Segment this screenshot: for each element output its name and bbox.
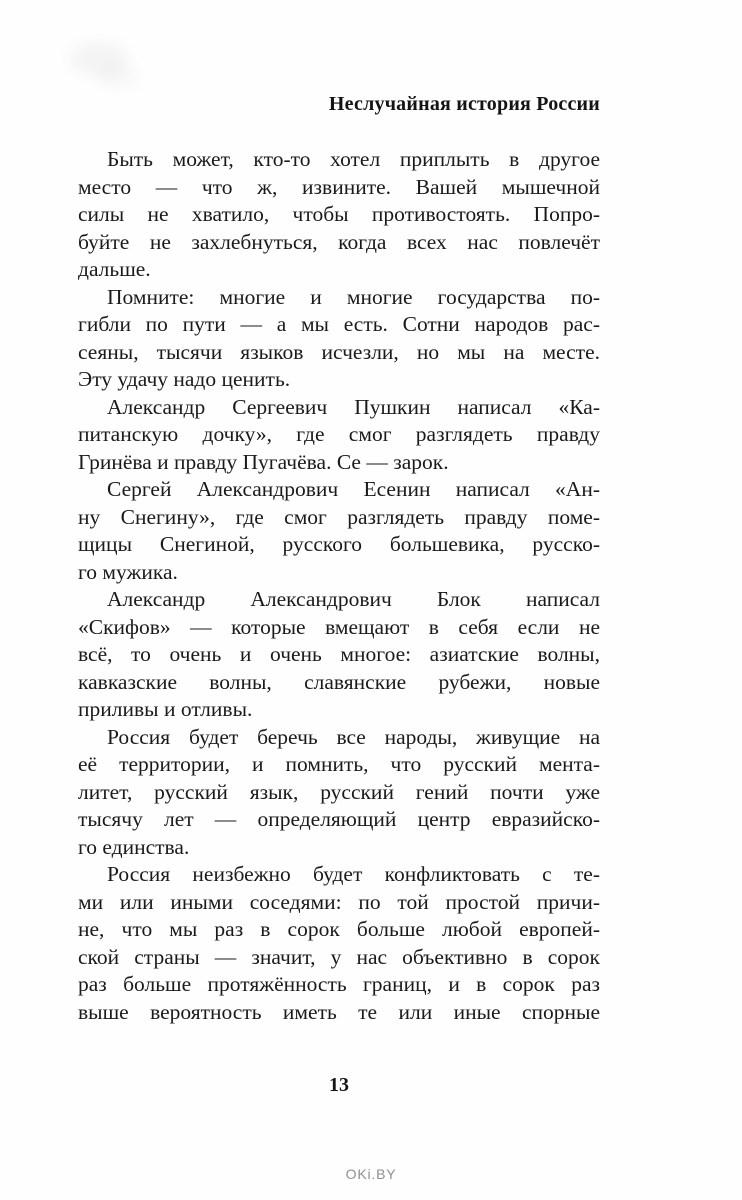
text-line: всё, то очень и очень многое: азиатские волны, xyxy=(78,642,600,666)
text-line: Россия неизбежно будет конфликтовать с те- xyxy=(107,862,600,886)
text-line: тысячу лет — определяющий центр евразийско- xyxy=(78,807,600,831)
text-line: ской страны — значит, у нас объективно в сорок xyxy=(78,944,600,969)
text-line: Сергей Александрович Есенин написал «Ан- xyxy=(107,477,600,501)
text-line: щицы Снегиной, русского большевика, русско- xyxy=(78,532,600,556)
text-line: Россия будет беречь все народы, живущие на xyxy=(107,724,600,749)
text-line: кавказские волны, славянские рубежи, новые xyxy=(78,669,600,694)
text-line: приливы и отливы. xyxy=(78,697,253,721)
paragraph xyxy=(78,394,600,477)
paragraph xyxy=(78,586,600,724)
text-line: Александр Сергеевич Пушкин написал «Ка- xyxy=(107,394,600,419)
paragraph xyxy=(78,284,600,394)
text-line: буйте не захлебнуться, когда всех нас повлечёт xyxy=(78,229,600,254)
text-line: Быть может, кто-то хотел приплыть в другое xyxy=(107,147,600,171)
text-line: Помните: многие и многие государства по- xyxy=(107,284,600,309)
text-line: Александр Александрович Блок написал xyxy=(107,587,600,611)
paragraph xyxy=(78,724,600,862)
text-line: силы не хватило, чтобы противостоять. Попро- xyxy=(78,202,600,226)
text-line: литет, русский язык, русский гений почти уже xyxy=(78,779,600,804)
scan-smudge xyxy=(98,66,138,88)
paragraph xyxy=(78,861,600,1026)
text-line: гибли по пути — а мы есть. Сотни народов рас- xyxy=(78,312,600,336)
text-line: раз больше протяжённость границ, и в сорок раз xyxy=(78,972,600,996)
text-block xyxy=(78,146,600,1026)
text-line: место — что ж, извините. Вашей мышечной xyxy=(78,174,600,199)
text-line: го единства. xyxy=(78,834,190,859)
text-line: «Скифов» — которые вмещают в себя если не xyxy=(78,614,600,639)
paragraph xyxy=(78,476,600,586)
text-line: Эту удачу надо ценить. xyxy=(78,367,291,391)
text-line: ми или иными соседями: по той простой причи- xyxy=(78,889,600,914)
text-line: го мужика. xyxy=(78,559,178,584)
watermark: OKi.BY xyxy=(345,1166,397,1182)
paragraph xyxy=(78,146,600,284)
text-line: её территории, и помнить, что русский мента- xyxy=(78,752,600,776)
text-line: Гринёва и правду Пугачёва. Се — зарок. xyxy=(78,449,449,474)
text-line: не, что мы раз в сорок больше любой европей- xyxy=(78,917,600,941)
text-line: ну Снегину», где смог разглядеть правду поме- xyxy=(78,504,600,529)
text-line: сеяны, тысячи языков исчезли, но мы на месте. xyxy=(78,339,600,364)
page-number: 13 xyxy=(329,1074,349,1096)
text-line: дальше. xyxy=(78,257,151,281)
text-line: питанскую дочку», где смог разглядеть правду xyxy=(78,422,600,446)
running-header: Неслучайная история России xyxy=(328,93,600,115)
text-line: выше вероятность иметь те или иные спорные xyxy=(78,999,600,1024)
